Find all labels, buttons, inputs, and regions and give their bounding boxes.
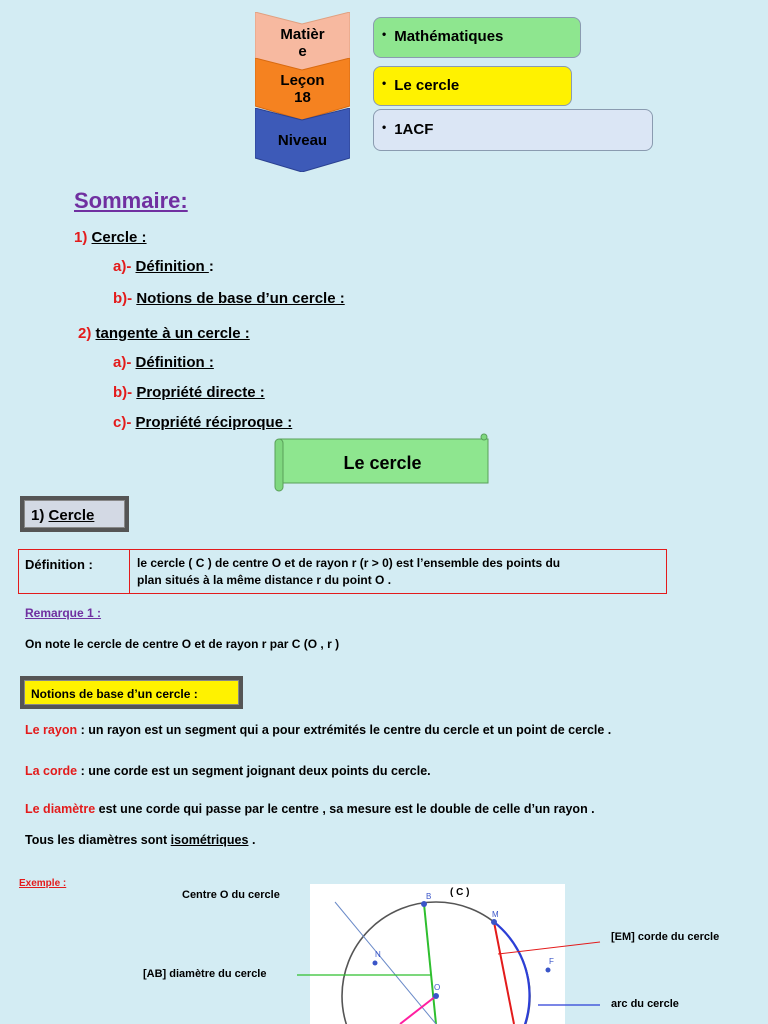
section-cercle-heading: 1) Cercle xyxy=(20,496,129,532)
definition-label: Définition : xyxy=(25,557,93,572)
label-diametre: [AB] diamètre du cercle xyxy=(143,968,267,980)
circle-name-label: ( C ) xyxy=(450,887,470,898)
niveau-chevron xyxy=(255,108,350,172)
toc-item-tangente-definition: a)- Définition : xyxy=(113,354,214,371)
banner-title: Le cercle xyxy=(343,453,422,473)
diametre-text: Le diamètre est une corde qui passe par le centre , sa mesure est le double de celle d’un rayon . xyxy=(25,802,595,816)
point-b-label: B xyxy=(426,892,432,901)
exemple-title: Exemple : xyxy=(19,878,67,889)
remarque-title: Remarque 1 : xyxy=(25,606,102,620)
remarque-text: On note le cercle de centre O et de rayon r par C (O , r ) xyxy=(25,637,340,651)
pointer-lines xyxy=(0,880,768,1024)
toc-item-definition: a)- Définition : xyxy=(113,258,214,275)
toc-item-propriete-reciproque: c)- Propriété réciproque : xyxy=(113,414,293,431)
matiere-value-box: • Mathématiques xyxy=(373,17,581,58)
toc-item-cercle: 1) Cercle : xyxy=(74,229,147,246)
toc-item-tangente: 2) tangente à un cercle : xyxy=(78,325,250,342)
corde-text: La corde : une corde est un segment joignant deux points du cercle. xyxy=(25,764,431,778)
lecon-value-box: • Le cercle xyxy=(373,66,572,106)
label-centre: Centre O du cercle xyxy=(182,889,280,901)
toc-item-notions: b)- Notions de base d’un cercle : xyxy=(113,290,345,307)
isometriques-text: Tous les diamètres sont isométriques . xyxy=(25,833,256,847)
sommaire-title: Sommaire: xyxy=(74,188,188,213)
matiere-label: Matièr e xyxy=(280,26,325,60)
point-n-label: N xyxy=(375,950,381,959)
lecon-value: Le cercle xyxy=(394,77,460,94)
niveau-value: 1ACF xyxy=(394,121,434,138)
notions-heading: Notions de base d’un cercle : xyxy=(20,676,243,709)
label-arc: arc du cercle xyxy=(611,998,679,1010)
rayon-text: Le rayon : un rayon est un segment qui a pour extrémités le centre du cercle et un point de cercle . xyxy=(25,723,612,737)
point-m-label: M xyxy=(492,910,499,919)
niveau-value-box: • 1ACF xyxy=(373,109,653,151)
matiere-value: Mathématiques xyxy=(394,28,504,45)
label-corde: [EM] corde du cercle xyxy=(611,931,720,943)
lecon-label: Leçon 18 xyxy=(280,72,325,106)
definition-text: le cercle ( C ) de centre O et de rayon r (r > 0) est l’ensemble des points du plan situés à la même distance r du point O . xyxy=(137,556,561,587)
point-o-label: O xyxy=(434,983,441,992)
niveau-label: Niveau xyxy=(277,132,328,149)
definition-table xyxy=(18,549,667,594)
toc-item-propriete-directe: b)- Propriété directe : xyxy=(113,384,265,401)
point-f-label: F xyxy=(549,957,554,966)
lesson-banner xyxy=(274,433,491,493)
definition-divider xyxy=(129,550,130,593)
